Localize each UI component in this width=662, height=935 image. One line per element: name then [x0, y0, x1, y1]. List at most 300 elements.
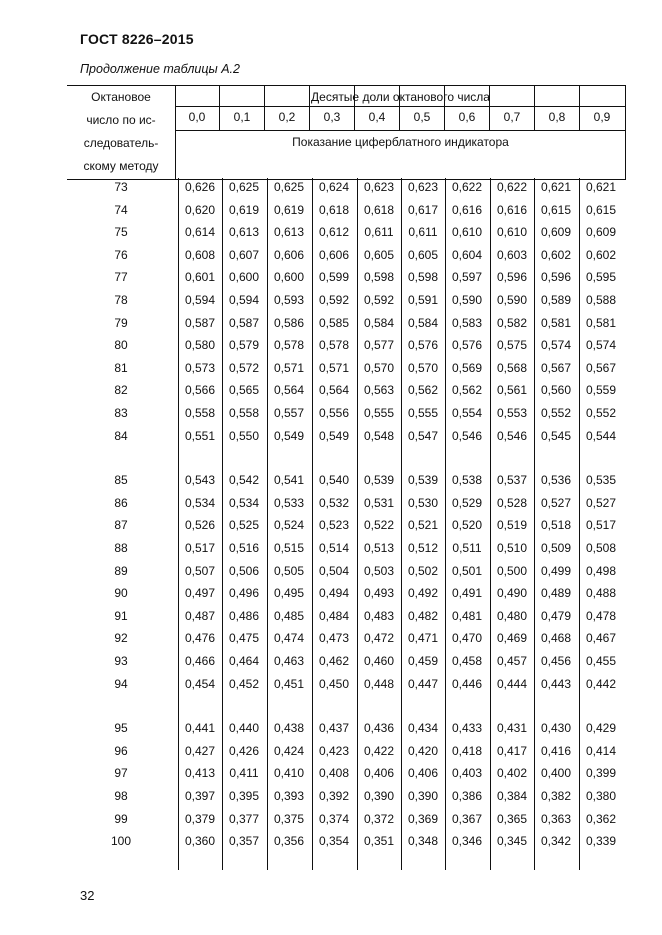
octane-number-cell: 95 [114, 721, 128, 736]
indicator-value-cell: 0,440 [228, 721, 260, 736]
indicator-value-cell: 0,466 [184, 654, 216, 668]
indicator-value-cell: 0,374 [318, 811, 350, 826]
indicator-value-cell: 0,533 [273, 495, 305, 510]
indicator-value-cell: 0,547 [407, 428, 439, 443]
indicator-value-cell: 0,365 [496, 811, 528, 826]
indicator-value-cell: 0,528 [496, 495, 528, 510]
indicator-value-cell: 0,487 [184, 608, 216, 623]
indicator-value-cell: 0,420 [407, 743, 439, 758]
indicator-value-cell: 0,575 [496, 338, 528, 353]
indicator-value-cell: 0,544 [585, 428, 617, 443]
fraction-col-header: 0,6 [458, 110, 476, 124]
indicator-value-cell: 0,548 [363, 428, 395, 443]
indicator-value-cell: 0,605 [363, 247, 395, 262]
indicator-value-cell: 0,578 [318, 338, 350, 353]
table-row [0, 721, 662, 741]
indicator-value-cell: 0,610 [496, 225, 528, 240]
indicator-value-cell: 0,367 [451, 811, 483, 826]
indicator-value-cell: 0,434 [407, 721, 439, 736]
indicator-value-cell: 0,377 [228, 811, 260, 826]
indicator-value-cell: 0,509 [540, 541, 572, 555]
indicator-value-cell: 0,390 [363, 789, 395, 803]
indicator-value-cell: 0,615 [540, 202, 572, 217]
indicator-value-cell: 0,506 [228, 563, 260, 578]
indicator-value-cell: 0,395 [228, 789, 260, 803]
indicator-value-cell: 0,486 [228, 608, 260, 623]
octane-number-cell: 90 [114, 586, 128, 601]
table-row [0, 383, 662, 403]
octane-number-cell: 92 [114, 631, 128, 646]
indicator-value-cell: 0,546 [496, 428, 528, 443]
table-row [0, 406, 662, 426]
indicator-value-cell: 0,447 [407, 676, 439, 691]
indicator-value-cell: 0,582 [496, 315, 528, 330]
indicator-value-cell: 0,617 [407, 202, 439, 217]
indicator-value-cell: 0,621 [585, 180, 617, 194]
indicator-value-cell: 0,536 [540, 473, 572, 488]
indicator-value-cell: 0,451 [273, 676, 305, 691]
indicator-value-cell: 0,406 [407, 766, 439, 781]
indicator-value-cell: 0,546 [451, 428, 483, 443]
indicator-value-cell: 0,587 [184, 315, 216, 330]
indicator-value-cell: 0,491 [451, 586, 483, 601]
octane-number-cell: 99 [114, 811, 128, 826]
table-row [0, 744, 662, 764]
indicator-value-cell: 0,444 [496, 676, 528, 691]
indicator-value-cell: 0,560 [540, 383, 572, 398]
stub-header-line: скому методу [83, 159, 159, 173]
table-row [0, 473, 662, 493]
indicator-value-cell: 0,555 [407, 406, 439, 420]
indicator-value-cell: 0,552 [585, 406, 617, 420]
octane-number-cell: 77 [114, 270, 128, 285]
indicator-value-cell: 0,534 [228, 495, 260, 510]
indicator-value-cell: 0,403 [451, 766, 483, 781]
indicator-value-cell: 0,346 [451, 834, 483, 849]
table-row [0, 586, 662, 606]
indicator-value-cell: 0,362 [585, 811, 617, 826]
indicator-value-cell: 0,529 [451, 495, 483, 510]
indicator-value-cell: 0,515 [273, 541, 305, 555]
indicator-value-cell: 0,618 [318, 202, 350, 217]
indicator-value-cell: 0,492 [407, 586, 439, 601]
indicator-value-cell: 0,598 [407, 270, 439, 285]
indicator-value-cell: 0,454 [184, 676, 216, 691]
indicator-value-cell: 0,417 [496, 743, 528, 758]
indicator-value-cell: 0,450 [318, 676, 350, 691]
table-row [0, 180, 662, 200]
indicator-value-cell: 0,384 [496, 789, 528, 803]
indicator-value-cell: 0,360 [184, 834, 216, 849]
indicator-value-cell: 0,588 [585, 293, 617, 307]
indicator-value-cell: 0,565 [228, 383, 260, 398]
indicator-value-cell: 0,514 [318, 541, 350, 555]
octane-number-cell: 76 [114, 247, 128, 262]
indicator-value-cell: 0,471 [407, 631, 439, 646]
indicator-value-cell: 0,426 [228, 743, 260, 758]
indicator-value-cell: 0,527 [585, 495, 617, 510]
table-row [0, 834, 662, 854]
indicator-value-cell: 0,474 [273, 631, 305, 646]
indicator-value-cell: 0,539 [363, 473, 395, 488]
indicator-value-cell: 0,431 [496, 721, 528, 736]
indicator-value-cell: 0,501 [451, 563, 483, 578]
indicator-value-cell: 0,437 [318, 721, 350, 736]
indicator-value-cell: 0,597 [451, 270, 483, 285]
indicator-value-cell: 0,545 [540, 428, 572, 443]
indicator-value-cell: 0,494 [318, 586, 350, 601]
octane-number-cell: 84 [114, 428, 128, 443]
indicator-value-cell: 0,392 [318, 789, 350, 803]
indicator-value-cell: 0,475 [228, 631, 260, 646]
indicator-value-cell: 0,504 [318, 563, 350, 578]
indicator-value-cell: 0,556 [318, 406, 350, 420]
indicator-value-cell: 0,596 [496, 270, 528, 285]
indicator-value-cell: 0,442 [585, 676, 617, 691]
indicator-value-cell: 0,600 [273, 270, 305, 285]
indicator-value-cell: 0,606 [318, 247, 350, 262]
indicator-value-cell: 0,538 [451, 473, 483, 488]
indicator-value-cell: 0,410 [273, 766, 305, 781]
indicator-value-cell: 0,581 [585, 315, 617, 330]
indicator-value-cell: 0,438 [273, 721, 305, 736]
indicator-value-cell: 0,490 [496, 586, 528, 601]
indicator-value-cell: 0,594 [184, 293, 216, 307]
indicator-value-cell: 0,423 [318, 743, 350, 758]
table-row [0, 789, 662, 809]
table-row [0, 270, 662, 290]
indicator-value-cell: 0,372 [363, 811, 395, 826]
octane-number-cell: 96 [114, 743, 128, 758]
indicator-value-cell: 0,577 [363, 338, 395, 353]
indicator-value-cell: 0,520 [451, 518, 483, 533]
indicator-value-cell: 0,500 [496, 563, 528, 578]
indicator-value-cell: 0,493 [363, 586, 395, 601]
indicator-value-cell: 0,525 [228, 518, 260, 533]
indicator-value-cell: 0,524 [273, 518, 305, 533]
table-row [0, 766, 662, 786]
indicator-value-cell: 0,503 [363, 563, 395, 578]
octane-number-cell: 75 [114, 225, 128, 240]
indicator-value-cell: 0,339 [585, 834, 617, 849]
indicator-value-cell: 0,606 [273, 247, 305, 262]
octane-number-cell: 73 [114, 180, 128, 194]
fraction-col-header: 0,1 [233, 110, 251, 124]
indicator-value-cell: 0,527 [540, 495, 572, 510]
indicator-value-cell: 0,571 [318, 360, 350, 375]
indicator-value-cell: 0,357 [228, 834, 260, 849]
indicator-value-cell: 0,564 [318, 383, 350, 398]
octane-number-cell: 79 [114, 315, 128, 330]
indicator-value-cell: 0,559 [585, 383, 617, 398]
indicator-value-cell: 0,622 [451, 180, 483, 194]
group-header: Десятые доли октанового числа [311, 90, 490, 104]
indicator-value-cell: 0,561 [496, 383, 528, 398]
indicator-value-cell: 0,472 [363, 631, 395, 646]
indicator-value-cell: 0,619 [273, 202, 305, 217]
table-row [0, 677, 662, 697]
indicator-value-cell: 0,531 [363, 495, 395, 510]
indicator-value-cell: 0,539 [407, 473, 439, 488]
fraction-col-header: 0,5 [413, 110, 431, 124]
indicator-value-cell: 0,613 [228, 225, 260, 240]
fraction-col-header: 0,2 [278, 110, 296, 124]
indicator-value-cell: 0,463 [273, 654, 305, 668]
octane-number-cell: 89 [114, 563, 128, 578]
indicator-value-cell: 0,498 [585, 563, 617, 578]
octane-number-cell: 81 [114, 360, 128, 375]
indicator-value-cell: 0,579 [228, 338, 260, 353]
indicator-value-cell: 0,411 [229, 766, 259, 781]
indicator-value-cell: 0,620 [184, 202, 216, 217]
indicator-value-cell: 0,348 [407, 834, 439, 849]
octane-number-cell: 87 [114, 518, 128, 533]
indicator-value-cell: 0,436 [363, 721, 395, 736]
indicator-value-cell: 0,512 [407, 541, 439, 555]
table-row [0, 225, 662, 245]
indicator-value-cell: 0,519 [496, 518, 528, 533]
indicator-value-cell: 0,543 [184, 473, 216, 488]
indicator-value-cell: 0,612 [318, 225, 350, 240]
stub-header-line: следователь- [83, 136, 159, 150]
indicator-value-cell: 0,599 [318, 270, 350, 285]
indicator-value-cell: 0,552 [540, 406, 572, 420]
table-row [0, 293, 662, 313]
fraction-col-header: 0,4 [368, 110, 386, 124]
indicator-value-cell: 0,470 [451, 631, 483, 646]
indicator-value-cell: 0,459 [407, 654, 439, 668]
indicator-value-cell: 0,626 [184, 180, 216, 194]
indicator-value-cell: 0,550 [228, 428, 260, 443]
table-row [0, 518, 662, 538]
fraction-col-header: 0,0 [188, 110, 206, 124]
table-row [0, 203, 662, 223]
octane-number-cell: 93 [114, 654, 128, 668]
indicator-value-cell: 0,507 [184, 563, 216, 578]
indicator-value-cell: 0,593 [273, 293, 305, 307]
indicator-value-cell: 0,482 [407, 608, 439, 623]
indicator-value-cell: 0,573 [184, 360, 216, 375]
indicator-value-cell: 0,480 [496, 608, 528, 623]
indicator-value-cell: 0,455 [585, 654, 617, 668]
table-row [0, 496, 662, 516]
octane-number-cell: 83 [114, 406, 128, 420]
indicator-value-cell: 0,610 [451, 225, 483, 240]
indicator-value-cell: 0,427 [184, 743, 216, 758]
document-title: ГОСТ 8226–2015 [80, 31, 194, 47]
indicator-value-cell: 0,558 [228, 406, 260, 420]
indicator-value-cell: 0,522 [363, 518, 395, 533]
indicator-value-cell: 0,549 [318, 428, 350, 443]
indicator-value-cell: 0,516 [228, 541, 260, 555]
indicator-value-cell: 0,429 [585, 721, 617, 736]
octane-number-cell: 97 [114, 766, 128, 781]
indicator-value-cell: 0,611 [364, 225, 394, 240]
indicator-value-cell: 0,418 [451, 743, 483, 758]
indicator-value-cell: 0,622 [496, 180, 528, 194]
indicator-value-cell: 0,566 [184, 383, 216, 398]
indicator-value-cell: 0,616 [451, 202, 483, 217]
indicator-value-cell: 0,446 [451, 676, 483, 691]
table-row [0, 361, 662, 381]
indicator-value-cell: 0,587 [228, 315, 260, 330]
indicator-value-cell: 0,458 [451, 654, 483, 668]
octane-number-cell: 74 [114, 202, 128, 217]
indicator-value-cell: 0,345 [496, 834, 528, 849]
indicator-value-cell: 0,406 [363, 766, 395, 781]
indicator-value-cell: 0,576 [407, 338, 439, 353]
indicator-value-cell: 0,600 [228, 270, 260, 285]
indicator-value-cell: 0,430 [540, 721, 572, 736]
indicator-value-cell: 0,413 [184, 766, 216, 781]
sub-header: Показание циферблатного индикатора [292, 135, 509, 149]
indicator-value-cell: 0,513 [363, 541, 395, 555]
indicator-value-cell: 0,568 [496, 360, 528, 375]
fraction-col-header: 0,3 [323, 110, 341, 124]
octane-number-cell: 82 [114, 383, 128, 398]
table-row [0, 631, 662, 651]
indicator-value-cell: 0,625 [273, 180, 305, 194]
octane-number-cell: 91 [114, 608, 128, 623]
indicator-value-cell: 0,473 [318, 631, 350, 646]
indicator-value-cell: 0,485 [273, 608, 305, 623]
indicator-value-cell: 0,496 [228, 586, 260, 601]
page-number: 32 [80, 888, 95, 903]
indicator-value-cell: 0,356 [273, 834, 305, 849]
indicator-value-cell: 0,602 [585, 247, 617, 262]
indicator-value-cell: 0,534 [184, 495, 216, 510]
indicator-value-cell: 0,399 [585, 766, 617, 781]
indicator-value-cell: 0,443 [540, 676, 572, 691]
indicator-value-cell: 0,517 [184, 541, 216, 555]
indicator-value-cell: 0,598 [363, 270, 395, 285]
indicator-value-cell: 0,551 [184, 428, 216, 443]
fraction-col-header: 0,7 [503, 110, 521, 124]
indicator-value-cell: 0,623 [363, 180, 395, 194]
indicator-value-cell: 0,402 [496, 766, 528, 781]
indicator-value-cell: 0,590 [451, 293, 483, 307]
indicator-value-cell: 0,541 [273, 473, 305, 488]
indicator-value-cell: 0,602 [540, 247, 572, 262]
indicator-value-cell: 0,553 [496, 406, 528, 420]
indicator-value-cell: 0,595 [585, 270, 617, 285]
table-row [0, 541, 662, 561]
indicator-value-cell: 0,611 [408, 225, 438, 240]
indicator-value-cell: 0,585 [318, 315, 350, 330]
indicator-value-cell: 0,554 [451, 406, 483, 420]
indicator-value-cell: 0,408 [318, 766, 350, 781]
indicator-value-cell: 0,615 [585, 202, 617, 217]
indicator-value-cell: 0,558 [184, 406, 216, 420]
indicator-value-cell: 0,608 [184, 247, 216, 262]
indicator-value-cell: 0,581 [540, 315, 572, 330]
indicator-value-cell: 0,563 [363, 383, 395, 398]
indicator-value-cell: 0,625 [228, 180, 260, 194]
indicator-value-cell: 0,613 [273, 225, 305, 240]
indicator-value-cell: 0,483 [363, 608, 395, 623]
indicator-value-cell: 0,591 [407, 293, 439, 307]
indicator-value-cell: 0,416 [540, 743, 572, 758]
indicator-value-cell: 0,441 [184, 721, 216, 736]
indicator-value-cell: 0,521 [407, 518, 439, 533]
stub-header-line: число по ис- [86, 113, 156, 127]
indicator-value-cell: 0,570 [363, 360, 395, 375]
stub-header-line: Октановое [91, 90, 151, 104]
indicator-value-cell: 0,414 [585, 743, 617, 758]
indicator-value-cell: 0,508 [585, 541, 617, 555]
indicator-value-cell: 0,596 [540, 270, 572, 285]
octane-number-cell: 100 [110, 834, 132, 849]
octane-number-cell: 94 [114, 676, 128, 691]
indicator-value-cell: 0,618 [363, 202, 395, 217]
indicator-value-cell: 0,479 [540, 608, 572, 623]
indicator-value-cell: 0,592 [363, 293, 395, 307]
indicator-value-cell: 0,452 [228, 676, 260, 691]
indicator-value-cell: 0,386 [451, 789, 483, 803]
indicator-value-cell: 0,532 [318, 495, 350, 510]
table-row [0, 564, 662, 584]
indicator-value-cell: 0,537 [496, 473, 528, 488]
indicator-value-cell: 0,433 [451, 721, 483, 736]
indicator-value-cell: 0,571 [273, 360, 305, 375]
indicator-value-cell: 0,499 [540, 563, 572, 578]
indicator-value-cell: 0,555 [363, 406, 395, 420]
indicator-value-cell: 0,467 [585, 631, 617, 646]
indicator-value-cell: 0,526 [184, 518, 216, 533]
indicator-value-cell: 0,489 [540, 586, 572, 601]
indicator-value-cell: 0,424 [273, 743, 305, 758]
indicator-value-cell: 0,468 [540, 631, 572, 646]
indicator-value-cell: 0,400 [540, 766, 572, 781]
indicator-value-cell: 0,601 [184, 270, 216, 285]
table-row [0, 609, 662, 629]
indicator-value-cell: 0,592 [318, 293, 350, 307]
octane-number-cell: 98 [114, 789, 128, 803]
indicator-value-cell: 0,586 [273, 315, 305, 330]
indicator-value-cell: 0,530 [407, 495, 439, 510]
indicator-value-cell: 0,484 [318, 608, 350, 623]
indicator-value-cell: 0,542 [228, 473, 260, 488]
indicator-value-cell: 0,351 [363, 834, 395, 849]
indicator-value-cell: 0,619 [228, 202, 260, 217]
indicator-value-cell: 0,393 [273, 789, 305, 803]
indicator-value-cell: 0,578 [273, 338, 305, 353]
indicator-value-cell: 0,382 [540, 789, 572, 803]
indicator-value-cell: 0,564 [273, 383, 305, 398]
indicator-value-cell: 0,448 [363, 676, 395, 691]
table-row [0, 338, 662, 358]
table-row [0, 429, 662, 449]
indicator-value-cell: 0,535 [585, 473, 617, 488]
indicator-value-cell: 0,518 [540, 518, 572, 533]
indicator-value-cell: 0,574 [540, 338, 572, 353]
indicator-value-cell: 0,354 [318, 834, 350, 849]
table-caption: Продолжение таблицы А.2 [80, 62, 240, 76]
octane-number-cell: 88 [114, 541, 128, 555]
indicator-value-cell: 0,614 [184, 225, 216, 240]
indicator-value-cell: 0,549 [273, 428, 305, 443]
indicator-value-cell: 0,540 [318, 473, 350, 488]
indicator-value-cell: 0,569 [451, 360, 483, 375]
indicator-value-cell: 0,567 [540, 360, 572, 375]
octane-number-cell: 80 [114, 338, 128, 353]
octane-number-cell: 78 [114, 293, 128, 307]
indicator-value-cell: 0,557 [273, 406, 305, 420]
indicator-value-cell: 0,605 [407, 247, 439, 262]
indicator-value-cell: 0,488 [585, 586, 617, 601]
indicator-value-cell: 0,562 [407, 383, 439, 398]
indicator-value-cell: 0,505 [273, 563, 305, 578]
